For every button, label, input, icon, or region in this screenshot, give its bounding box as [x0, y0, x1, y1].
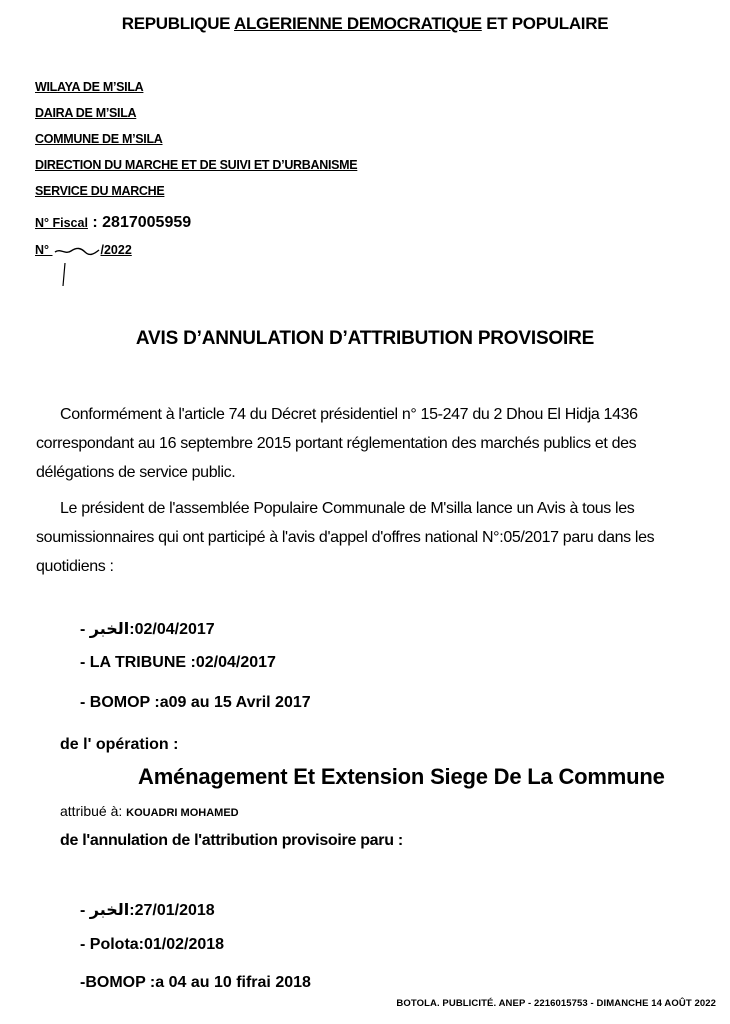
attribue-name: KOUADRI MOHAMED — [126, 807, 239, 819]
item-arabic: الخبر — [89, 900, 130, 919]
item-prefix: - — [80, 694, 90, 711]
item-text: BOMOP :a 04 au 10 fifrai 2018 — [85, 974, 311, 991]
item-prefix: - — [80, 621, 90, 638]
project-title: Aménagement Et Extension Siege De La Commune — [138, 764, 665, 789]
paragraph-president — [36, 494, 730, 581]
item-arabic: الخبر — [89, 619, 130, 638]
item-prefix: - — [80, 936, 90, 953]
numero-label: N° — [35, 243, 53, 257]
numero-year: /2022 — [100, 243, 132, 257]
republique-title — [0, 14, 730, 34]
paragraph2-line: soumissionnaires qui ont participé à l'avis d'appel d'offres national N°:05/2017 paru dans les — [36, 529, 655, 546]
wilaya-line: WILAYA DE M’SILA — [35, 80, 144, 94]
direction-line: DIRECTION DU MARCHE ET DE SUIVI ET D’URBANISME — [35, 158, 358, 172]
reference-number — [35, 243, 132, 257]
paragraph2-line: quotidiens : — [36, 558, 114, 575]
paragraph1-line: correspondant au 16 septembre 2015 portant réglementation des marchés publics et des — [36, 435, 637, 452]
publication-item — [80, 654, 276, 672]
publication-item — [80, 619, 215, 639]
paragraph1-line: Conformément à l'article 74 du Décret présidentiel n° 15-247 du 2 Dhou El Hidja 1436 — [60, 406, 638, 423]
item-text: BOMOP :a09 au 15 Avril 2017 — [89, 694, 311, 711]
attribue-label: attribué à: — [60, 803, 127, 819]
publication-item — [80, 694, 311, 712]
item-text: :02/04/2017 — [129, 621, 215, 638]
republique-part3: ET POPULAIRE — [481, 14, 609, 33]
republique-part1: REPUBLIQUE — [121, 14, 234, 33]
redacted-scribble-icon — [53, 246, 101, 256]
item-text: Polota:01/02/2018 — [89, 936, 225, 953]
publication-item — [80, 974, 311, 992]
footer-credit: BOTOLA. PUBLICITÉ. ANEP - 2216015753 - DIMANCHE 14 AOÛT 2022 — [396, 998, 716, 1009]
fiscal-label: N° Fiscal — [35, 216, 88, 230]
service-line: SERVICE DU MARCHE — [35, 184, 165, 198]
item-prefix: - — [80, 902, 90, 919]
attribue-line — [60, 803, 239, 819]
avis-title: AVIS D’ANNULATION D’ATTRIBUTION PROVISOIRE — [135, 328, 595, 349]
commune-line: COMMUNE DE M’SILA — [35, 132, 163, 146]
daira-line: DAIRA DE M’SILA — [35, 106, 137, 120]
paragraph-decree — [36, 400, 730, 487]
publication-item — [80, 936, 224, 954]
paragraph2-line: Le président de l'assemblée Populaire Communale de M'silla lance un Avis à tous les — [60, 500, 635, 517]
item-prefix: - — [80, 654, 90, 671]
operation-label: de l' opération : — [60, 736, 179, 753]
publication-item — [80, 900, 215, 920]
annulation-label: de l'annulation de l'attribution provisoire paru : — [60, 832, 403, 849]
republique-part2: ALGERIENNE DEMOCRATIQUE — [234, 14, 482, 33]
item-text: :27/01/2018 — [129, 902, 215, 919]
handwritten-mark-icon — [60, 262, 68, 288]
fiscal-value: : 2817005959 — [87, 214, 192, 231]
paragraph1-line: délégations de service public. — [36, 464, 236, 481]
item-text: LA TRIBUNE :02/04/2017 — [89, 654, 276, 671]
fiscal-number — [35, 214, 191, 232]
item-prefix: - — [80, 974, 86, 991]
